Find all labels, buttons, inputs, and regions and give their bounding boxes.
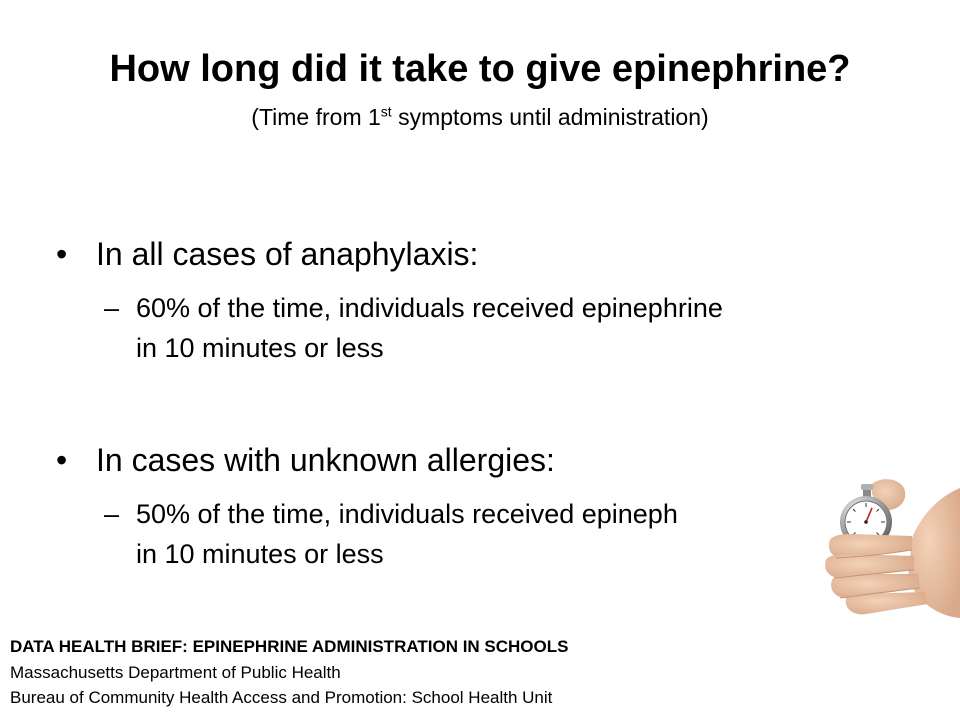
slide-title: How long did it take to give epinephrine? <box>109 48 851 90</box>
bullet-dot: • <box>56 236 68 272</box>
footer-department: Massachusetts Department of Public Health <box>10 663 341 682</box>
sub-bullet-dash: – <box>104 499 120 529</box>
bullet-group-all-cases <box>56 232 896 368</box>
sub-bullet-item <box>56 288 896 368</box>
sub-bullet-dash: – <box>104 293 120 323</box>
sub-bullet-item <box>56 494 896 574</box>
bullet-list <box>56 232 896 574</box>
sub-bullet-line-1: 60% of the time, individuals received epinephrine <box>136 293 723 323</box>
slide-subtitle <box>0 100 960 134</box>
sub-bullet-line-1: 50% of the time, individuals received epineph <box>136 499 678 529</box>
bullet-item <box>56 438 896 482</box>
bullet-item <box>56 232 896 276</box>
bullet-text: In cases with unknown allergies: <box>96 442 555 478</box>
subtitle-text-start: (Time from 1 <box>251 104 381 130</box>
footer-bureau: Bureau of Community Health Access and Promotion: School Health Unit <box>10 688 553 707</box>
hand-holding-stopwatch-icon <box>816 468 960 618</box>
sub-bullet-line-2: in 10 minutes or less <box>136 333 384 363</box>
sub-bullet-line-2: in 10 minutes or less <box>136 539 384 569</box>
footer <box>10 634 770 710</box>
bullet-dot: • <box>56 442 68 478</box>
bullet-text: In all cases of anaphylaxis: <box>96 236 479 272</box>
subtitle-text-end: symptoms until administration) <box>391 104 709 130</box>
bullet-group-unknown-allergies <box>56 438 896 574</box>
subtitle-superscript: st <box>380 103 392 120</box>
footer-brief-title: DATA HEALTH BRIEF: EPINEPHRINE ADMINISTRATION IN SCHOOLS <box>10 637 569 656</box>
